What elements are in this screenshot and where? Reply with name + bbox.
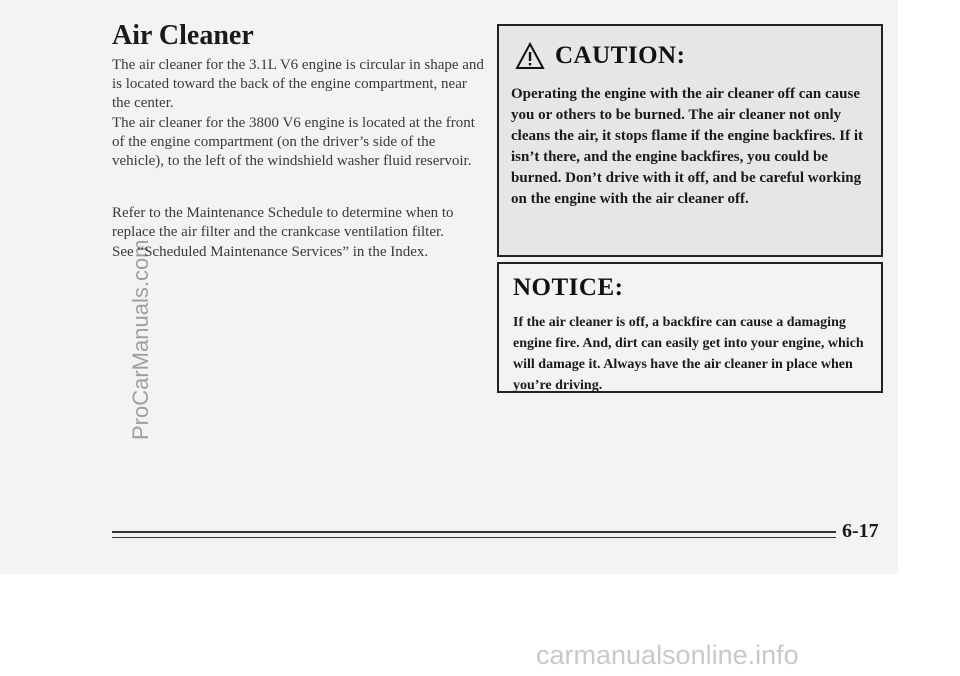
footer-rule-thin bbox=[112, 537, 836, 538]
paragraph-maintenance-schedule: Refer to the Maintenance Schedule to determine when to replace the air filter and the crankcase ventilation filter. bbox=[112, 205, 454, 240]
paragraph-see-index: See “Scheduled Maintenance Services” in the Index. bbox=[112, 244, 429, 260]
section-title: Air Cleaner bbox=[112, 20, 254, 51]
notice-title: NOTICE: bbox=[513, 274, 624, 301]
notice-box bbox=[497, 262, 883, 393]
caution-text: Operating the engine with the air cleaner off can cause you or others to be burned. The air cleaner not only cleans the air, it stops flame if the engine backfires. If it isn’t there, and the engine backfires, you could be burned. Don’t drive with it off, and be careful working on the engine with the air cleaner off. bbox=[511, 86, 864, 207]
side-watermark: ProCarManuals.com bbox=[128, 239, 153, 440]
caution-title: CAUTION: bbox=[555, 42, 686, 69]
notice-text: If the air cleaner is off, a backfire can cause a damaging engine fire. And, dirt can easily get into your engine, which will damage it. Always have the air cleaner in place when you’re driving. bbox=[513, 315, 864, 393]
bottom-watermark: carmanualsonline.info bbox=[536, 640, 799, 670]
caution-header bbox=[515, 42, 685, 70]
paragraph-3800-engine: The air cleaner for the 3800 V6 engine is located at the front of the engine compartment (on the driver’s side of the vehicle), to the left of the windshield washer fluid reservoir. bbox=[112, 115, 475, 169]
paragraph-3-1l-engine: The air cleaner for the 3.1L V6 engine is circular in shape and is located toward the back of the engine compartment, near the center. bbox=[112, 57, 484, 111]
warning-triangle-icon bbox=[515, 42, 545, 70]
footer-rule bbox=[112, 531, 836, 533]
page-number: 6-17 bbox=[842, 520, 879, 542]
caution-box bbox=[497, 24, 883, 257]
